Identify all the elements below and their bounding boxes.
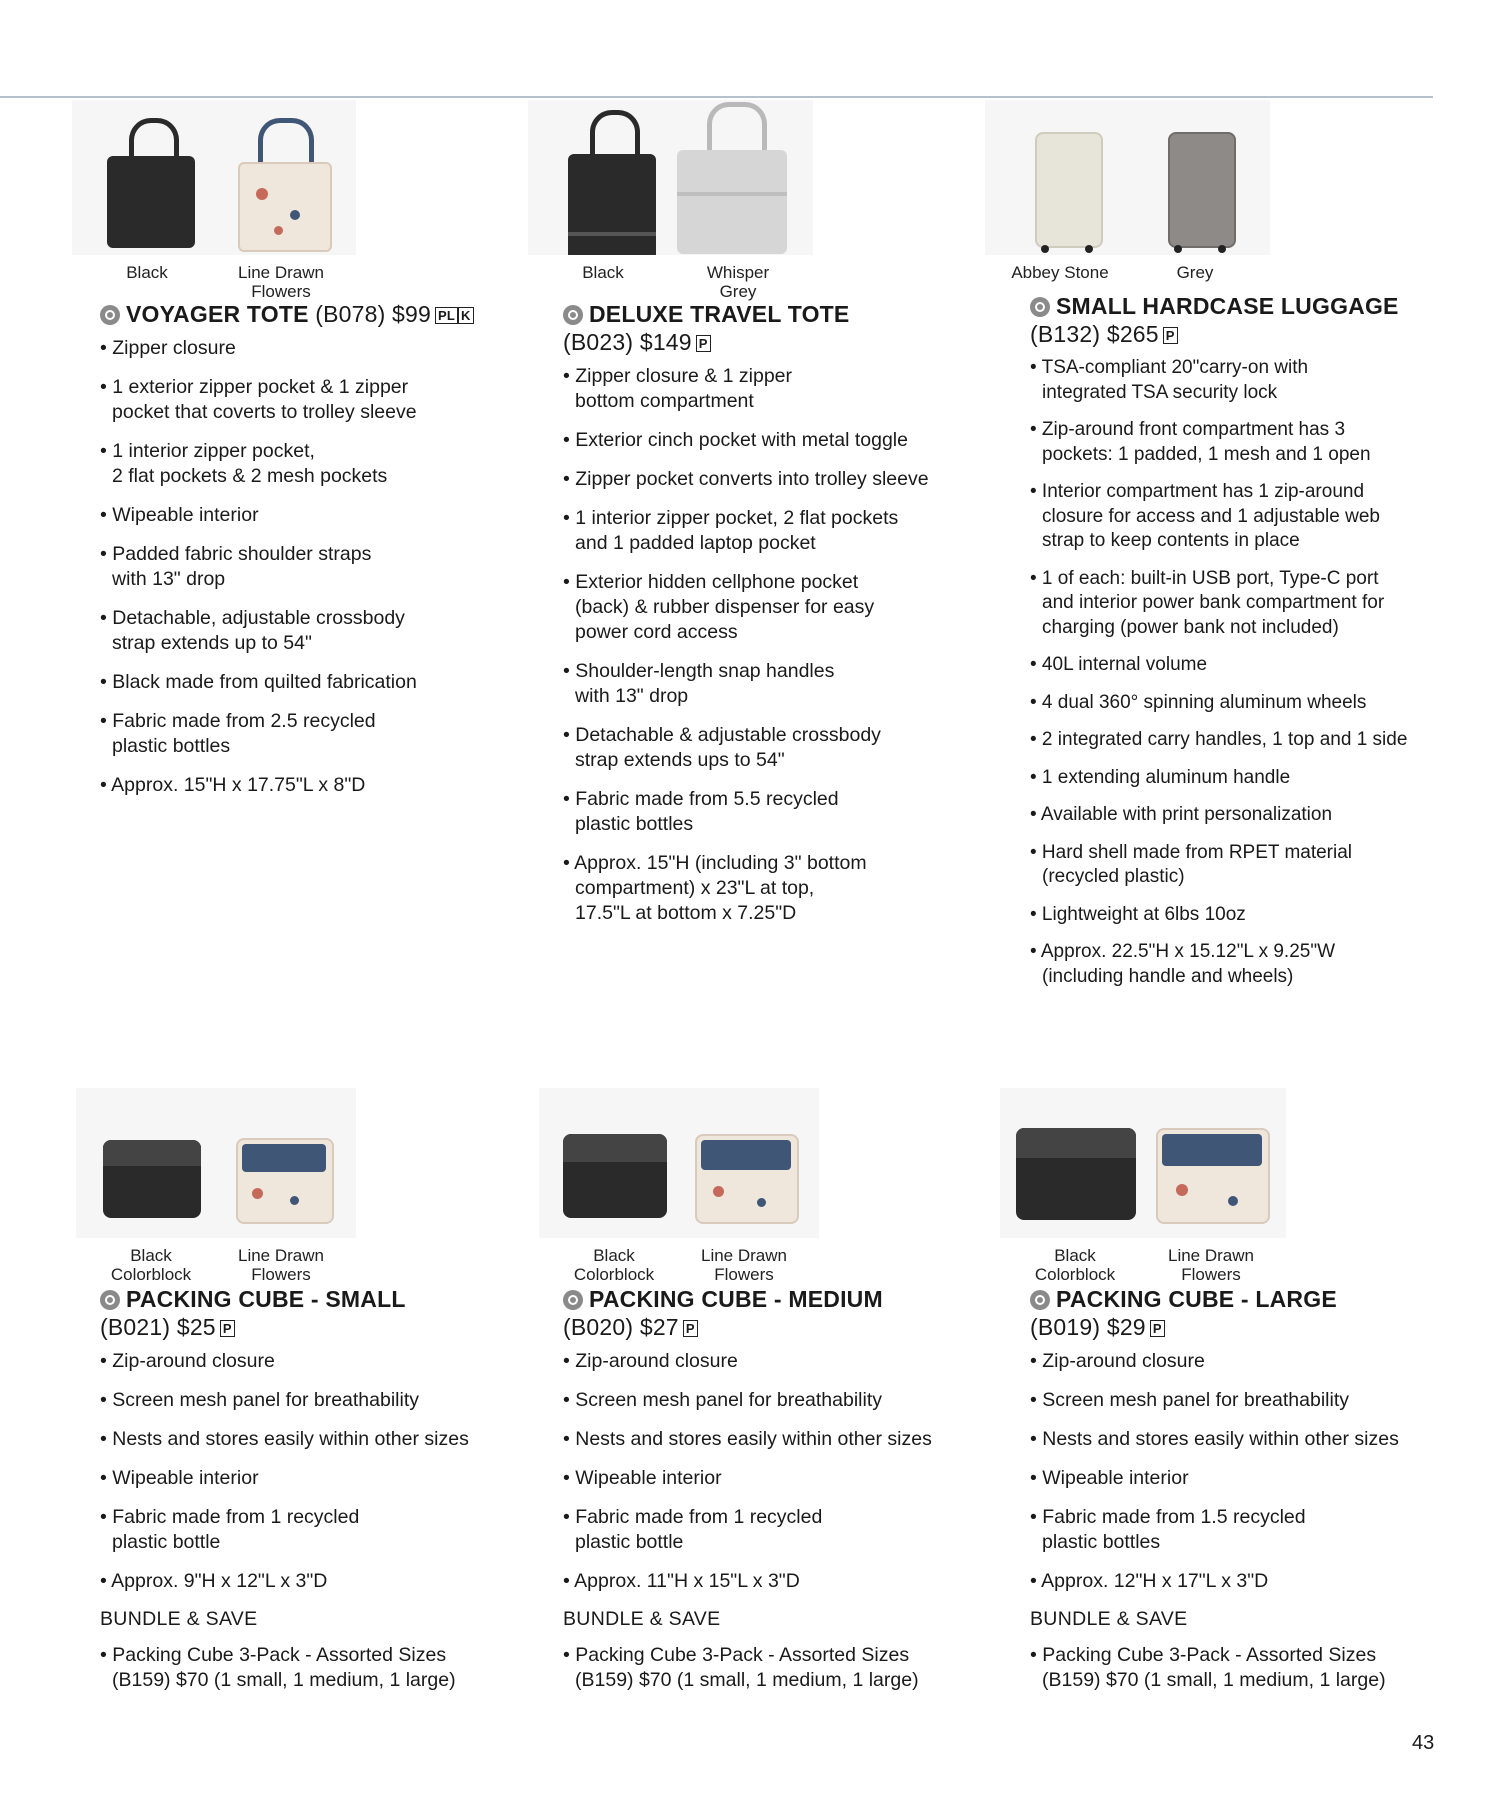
list-item: • Hard shell made from RPET material (recycled plastic) bbox=[1030, 841, 1353, 887]
list-item: • Nests and stores easily within other sizes bbox=[563, 1428, 932, 1450]
p-badge: P bbox=[1163, 327, 1178, 344]
page-number: 43 bbox=[1412, 1732, 1435, 1754]
recycle-icon bbox=[563, 1290, 583, 1310]
product-packing-cube-small bbox=[100, 1088, 540, 1707]
grey-luggage-image bbox=[1120, 100, 1270, 255]
list-item: • 1 exterior zipper pocket & 1 zipper pocket that coverts to trolley sleeve bbox=[100, 376, 417, 423]
list-item: • Nests and stores easily within other sizes bbox=[100, 1428, 469, 1450]
product-title: VOYAGER TOTE (B078) $99 PL K bbox=[100, 300, 540, 328]
list-item: • Zipper closure bbox=[100, 337, 236, 359]
list-item: • Fabric made from 1 recycled plastic bottle bbox=[100, 1506, 360, 1553]
list-item: • Black made from quilted fabrication bbox=[100, 671, 417, 693]
bundle-list bbox=[563, 1643, 1003, 1693]
feature-list bbox=[100, 336, 540, 798]
list-item: • Approx. 15"H (including 3" bottom compartment) x 23"L at top, 17.5"L at bottom x 7.25"D bbox=[563, 852, 867, 924]
product-packing-cube-large bbox=[1030, 1088, 1470, 1707]
flowers-cube-image bbox=[669, 1088, 819, 1238]
abbey-stone-luggage-image bbox=[985, 100, 1135, 255]
bundle-list bbox=[100, 1643, 540, 1693]
swatch-label: Black bbox=[582, 263, 624, 282]
swatch-row bbox=[1030, 1088, 1470, 1288]
swatch-label: Black Colorblock bbox=[110, 1246, 192, 1284]
swatch-label: Line Drawn Flowers bbox=[238, 263, 324, 301]
feature-list bbox=[100, 1349, 540, 1594]
black-cube-image bbox=[1000, 1088, 1150, 1238]
flowers-tote-image bbox=[206, 100, 356, 255]
product-deluxe-travel-tote bbox=[563, 100, 1003, 940]
pl-badge: PL bbox=[435, 307, 458, 324]
bundle-heading: BUNDLE & SAVE bbox=[563, 1608, 721, 1630]
feature-list bbox=[1030, 356, 1470, 989]
list-item: • Zipper pocket converts into trolley sleeve bbox=[563, 468, 929, 490]
list-item: • Approx. 11"H x 15"L x 3"D bbox=[563, 1570, 800, 1592]
swatch-row bbox=[100, 1088, 540, 1288]
list-item: • 2 integrated carry handles, 1 top and 1 side bbox=[1030, 729, 1408, 750]
list-item: • Shoulder-length snap handles with 13" drop bbox=[563, 660, 835, 707]
swatch-label: Black Colorblock bbox=[1034, 1246, 1116, 1284]
swatch-whisper-grey[interactable] bbox=[663, 100, 813, 301]
swatch-label: Line Drawn Flowers bbox=[1168, 1246, 1254, 1284]
list-item: • 1 extending aluminum handle bbox=[1030, 766, 1291, 788]
black-tote-image bbox=[72, 100, 222, 255]
list-item: • Zip-around closure bbox=[1030, 1350, 1205, 1372]
p-badge: P bbox=[696, 335, 711, 352]
product-title: DELUXE TRAVEL TOTE (B023) $149 P bbox=[563, 301, 850, 355]
list-item: • Approx. 12"H x 17"L x 3"D bbox=[1030, 1570, 1269, 1592]
list-item: • Padded fabric shoulder straps with 13" drop bbox=[100, 543, 372, 590]
list-item: • Lightweight at 6lbs 10oz bbox=[1030, 903, 1246, 925]
recycle-icon bbox=[1030, 297, 1050, 317]
list-item: • 1 of each: built-in USB port, Type-C port and interior power bank compartment for charging (power bank not included) bbox=[1030, 567, 1385, 638]
recycle-icon bbox=[100, 305, 120, 325]
list-item: • 1 interior zipper pocket, 2 flat pockets & 2 mesh pockets bbox=[100, 440, 388, 487]
p-badge: P bbox=[1150, 1320, 1165, 1337]
list-item: • Screen mesh panel for breathability bbox=[563, 1389, 882, 1411]
black-cube-image bbox=[539, 1088, 689, 1238]
list-item: • Fabric made from 1 recycled plastic bottle bbox=[563, 1506, 823, 1553]
list-item: • 1 interior zipper pocket, 2 flat pockets and 1 padded laptop pocket bbox=[563, 507, 899, 554]
list-item: • Exterior hidden cellphone pocket (back) & rubber dispenser for easy power cord access bbox=[563, 571, 875, 643]
swatch-label: Line Drawn Flowers bbox=[701, 1246, 787, 1284]
recycle-icon bbox=[1030, 1290, 1050, 1310]
list-item: • Approx. 22.5"H x 15.12"L x 9.25"W (including handle and wheels) bbox=[1030, 941, 1336, 987]
recycle-icon bbox=[563, 305, 583, 325]
list-item: • Zip-around front compartment has 3 pockets: 1 padded, 1 mesh and 1 open bbox=[1030, 419, 1371, 465]
swatch-row bbox=[563, 1088, 1003, 1288]
list-item: • Nests and stores easily within other sizes bbox=[1030, 1428, 1399, 1450]
list-item: • Wipeable interior bbox=[100, 1467, 259, 1489]
swatch-line-drawn-flowers[interactable] bbox=[206, 100, 356, 301]
swatch-line-drawn-flowers[interactable] bbox=[669, 1088, 819, 1284]
product-packing-cube-medium bbox=[563, 1088, 1003, 1707]
swatch-label: Black Colorblock bbox=[573, 1246, 655, 1284]
list-item: • Zip-around closure bbox=[100, 1350, 275, 1372]
list-item: • Packing Cube 3-Pack - Assorted Sizes (B159) $70 (1 small, 1 medium, 1 large) bbox=[1030, 1644, 1386, 1691]
swatch-label: Whisper Grey bbox=[706, 263, 770, 301]
product-title: PACKING CUBE - SMALL (B021) $25 P bbox=[100, 1286, 406, 1340]
swatch-abbey-stone[interactable] bbox=[985, 100, 1135, 282]
list-item: • Wipeable interior bbox=[563, 1467, 722, 1489]
bundle-list bbox=[1030, 1643, 1470, 1693]
swatch-black[interactable] bbox=[528, 100, 678, 282]
list-item: • Fabric made from 1.5 recycled plastic bottles bbox=[1030, 1506, 1306, 1553]
swatch-grey[interactable] bbox=[1120, 100, 1270, 282]
list-item: • 4 dual 360° spinning aluminum wheels bbox=[1030, 691, 1367, 713]
swatch-label: Abbey Stone bbox=[1011, 263, 1109, 282]
list-item: • Approx. 9"H x 12"L x 3"D bbox=[100, 1570, 328, 1592]
product-voyager-tote bbox=[100, 100, 540, 812]
list-item: • Detachable & adjustable crossbody strap extends ups to 54" bbox=[563, 724, 881, 771]
whisper-grey-travel-tote-image bbox=[663, 100, 813, 255]
list-item: • Available with print personalization bbox=[1030, 804, 1333, 825]
flowers-cube-image bbox=[1136, 1088, 1286, 1238]
feature-list bbox=[563, 1349, 1003, 1594]
list-item: • Approx. 15"H x 17.75"L x 8"D bbox=[100, 774, 366, 796]
swatch-black[interactable] bbox=[72, 100, 222, 282]
feature-list bbox=[1030, 1349, 1470, 1594]
header-rule bbox=[0, 96, 1433, 98]
swatch-black-colorblock[interactable] bbox=[1000, 1088, 1150, 1284]
list-item: • Detachable, adjustable crossbody strap extends up to 54" bbox=[100, 607, 405, 654]
list-item: • Wipeable interior bbox=[1030, 1467, 1189, 1489]
list-item: • Packing Cube 3-Pack - Assorted Sizes (B159) $70 (1 small, 1 medium, 1 large) bbox=[563, 1644, 919, 1691]
swatch-label: Black bbox=[126, 263, 168, 282]
product-small-hardcase-luggage bbox=[1011, 100, 1470, 1002]
swatch-row bbox=[563, 100, 1003, 310]
swatch-label: Line Drawn Flowers bbox=[238, 1246, 324, 1284]
product-title: SMALL HARDCASE LUGGAGE (B132) $265 P bbox=[1030, 293, 1399, 347]
product-title: PACKING CUBE - LARGE (B019) $29 P bbox=[1030, 1286, 1337, 1340]
product-title: PACKING CUBE - MEDIUM (B020) $27 P bbox=[563, 1286, 883, 1340]
list-item: • Screen mesh panel for breathability bbox=[1030, 1389, 1349, 1411]
list-item: • Zip-around closure bbox=[563, 1350, 738, 1372]
p-badge: P bbox=[683, 1320, 698, 1337]
list-item: • Fabric made from 5.5 recycled plastic bottles bbox=[563, 788, 839, 835]
k-badge: K bbox=[458, 307, 474, 324]
list-item: • Wipeable interior bbox=[100, 504, 259, 526]
swatch-line-drawn-flowers[interactable] bbox=[1136, 1088, 1286, 1284]
swatch-black-colorblock[interactable] bbox=[76, 1088, 226, 1284]
list-item: • Packing Cube 3-Pack - Assorted Sizes (B159) $70 (1 small, 1 medium, 1 large) bbox=[100, 1644, 456, 1691]
black-travel-tote-image bbox=[528, 100, 678, 255]
recycle-icon bbox=[100, 1290, 120, 1310]
swatch-label: Grey bbox=[1176, 263, 1214, 282]
list-item: • 40L internal volume bbox=[1030, 654, 1208, 675]
swatch-line-drawn-flowers[interactable] bbox=[206, 1088, 356, 1284]
list-item: • TSA-compliant 20"carry-on with integrated TSA security lock bbox=[1030, 357, 1309, 403]
list-item: • Screen mesh panel for breathability bbox=[100, 1389, 419, 1411]
swatch-row bbox=[1011, 100, 1470, 302]
list-item: • Exterior cinch pocket with metal toggle bbox=[563, 429, 908, 451]
flowers-cube-image bbox=[206, 1088, 356, 1238]
list-item: • Interior compartment has 1 zip-around closure for access and 1 adjustable web strap to keep contents in place bbox=[1030, 481, 1380, 551]
swatch-row bbox=[100, 100, 540, 310]
feature-list bbox=[563, 364, 1003, 926]
list-item: • Zipper closure & 1 zipper bottom compartment bbox=[563, 365, 793, 412]
swatch-black-colorblock[interactable] bbox=[539, 1088, 689, 1284]
black-cube-image bbox=[76, 1088, 226, 1238]
p-badge: P bbox=[220, 1320, 235, 1337]
bundle-heading: BUNDLE & SAVE bbox=[1030, 1608, 1188, 1630]
bundle-heading: BUNDLE & SAVE bbox=[100, 1608, 258, 1630]
list-item: • Fabric made from 2.5 recycled plastic bottles bbox=[100, 710, 376, 757]
